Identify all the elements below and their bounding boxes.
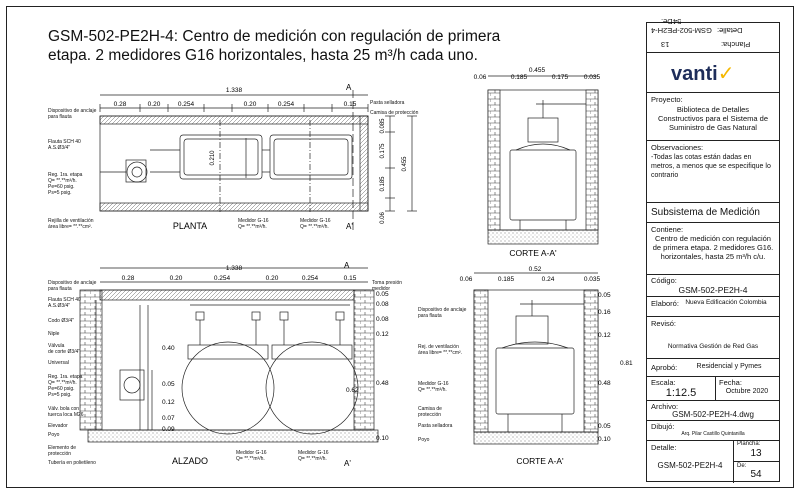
- dim-corte-bottom-v3: 0.12: [598, 332, 611, 339]
- alzado-label-codo: Codo Ø3/4": [48, 318, 74, 324]
- dim-alzado-total: 1.338: [225, 265, 243, 272]
- dim-planta-seg-1: 0.28: [113, 101, 127, 108]
- planta-label-medidor2-1: Medidor G-16: [300, 218, 331, 224]
- escala-label: Escala:: [651, 378, 676, 387]
- corte-bottom-label-rejilla-2: área libre= **.**cm².: [418, 350, 463, 356]
- contiene-value: Centro de medición con regulación de primera etapa. 2 medidores G16. horizontales, hasta 25 m³/h c/u.: [652, 234, 774, 261]
- top-rotated-block: [647, 17, 779, 53]
- dim-planta-seg-4: 0.20: [243, 101, 257, 108]
- alzado-label-tuberia: Tubería en polietileno: [48, 460, 96, 466]
- alzado-label-niple: Niple: [48, 331, 60, 337]
- dim-corte-bottom-seg-2: 0.185: [497, 276, 515, 283]
- dim-alzado-right-2: 0.08: [376, 301, 389, 308]
- dim-alzado-seg-5: 0.254: [301, 275, 319, 282]
- corte-bottom-title: CORTE A-A': [516, 456, 564, 466]
- corte-bottom-view: [474, 273, 598, 444]
- dibujo-label: Dibujó:: [651, 422, 675, 431]
- dim-corte-bottom-v5: 0.48: [598, 380, 611, 387]
- planta-label-reg-4: Ps=5 psig.: [48, 190, 72, 196]
- alzado-label-medidor1-1: Medidor G-16: [236, 450, 267, 456]
- de-label: De:: [737, 463, 747, 469]
- alzado-label-valvula-1: Válvula: [48, 343, 65, 349]
- top-detalle-value: GSM-502-PE2H-4: [651, 26, 712, 35]
- brand-cell: [647, 53, 779, 93]
- corte-bottom-label-camisa-2: protección: [418, 412, 442, 418]
- archivo-label: Archivo:: [651, 402, 679, 411]
- planta-title: PLANTA: [172, 221, 208, 231]
- dim-corte-top-segments: [474, 74, 601, 81]
- dim-corte-bottom-vertical: [598, 292, 633, 443]
- dim-alzado-left: [162, 345, 175, 433]
- dim-planta-seg-2: 0.20: [147, 101, 161, 108]
- alzado-label-flauta-2: A.S.Ø3/4": [48, 303, 71, 309]
- aprobo-label: Aprobó:: [651, 363, 678, 372]
- planta-label-medidor1-2: Q= **.**m³/h.: [238, 224, 267, 230]
- dim-corte-bottom-v4: 0.81: [620, 360, 633, 367]
- alzado-label-valv-bola-2: tuerca loca M26: [48, 412, 84, 418]
- dim-corte-bottom-v6: 0.05: [598, 423, 611, 430]
- reviso-label: Revisó:: [651, 319, 677, 328]
- alzado-title: ALZADO: [171, 456, 209, 466]
- dim-planta-v2: 0.175: [380, 143, 386, 159]
- aprobo-cell: [647, 359, 779, 377]
- top-plancha-value: 13: [661, 40, 670, 49]
- alzado-label-flauta-1: Flauta SCH 40: [48, 297, 81, 303]
- section-mark-a2-bottom: A': [344, 459, 351, 468]
- archivo-cell: [647, 401, 779, 421]
- dim-corte-bottom-total: 0.52: [528, 266, 542, 273]
- dim-alzado-left-5: 0.09: [162, 426, 175, 433]
- planta-label-camisa: Camisa de protección: [370, 110, 419, 116]
- planta-label-reg-3: Pe=60 psig.: [48, 184, 75, 190]
- alzado-label-reg-1: Reg. 1ra. etapa: [48, 374, 83, 380]
- dibujo-value: Arq. Pilar Castillo Quintanilla: [681, 431, 745, 437]
- subsistema-cell: [647, 203, 779, 223]
- top-de-label: De:: [661, 17, 673, 26]
- elaboro-cell: [647, 297, 779, 317]
- vanti-logo: vanti✓: [671, 63, 735, 85]
- alzado-label-valv-bola-1: Válv. bola con: [48, 406, 80, 412]
- subsistema-value: Subsistema de Medición: [651, 207, 760, 218]
- dim-planta-v4: 0.185: [380, 176, 386, 192]
- dim-corte-bottom-v2: 0.16: [598, 309, 611, 316]
- proyecto-value: Biblioteca de Detalles Constructivos para el Sistema de Suministro de Gas Natural: [657, 105, 769, 132]
- planta-label-medidor1-1: Medidor G-16: [238, 218, 269, 224]
- top-detalle-label: Detalle:: [717, 26, 743, 35]
- dim-corte-bottom-seg-1: 0.06: [459, 276, 473, 283]
- codigo-label: Código:: [651, 276, 677, 285]
- elaboro-label: Elaboró:: [651, 299, 679, 308]
- dim-alzado-right-1: 0.05: [376, 291, 389, 298]
- dim-alzado-seg-4: 0.20: [265, 275, 279, 282]
- proyecto-cell: [647, 93, 779, 141]
- dim-corte-bottom-seg-4: 0.035: [583, 276, 601, 283]
- alzado-label-poyo: Poyo: [48, 432, 60, 438]
- section-mark-a2-top: A': [346, 222, 353, 231]
- dim-alzado-seg-3: 0.254: [213, 275, 231, 282]
- dim-planta-inner: 0.210: [210, 150, 216, 166]
- contiene-label: Contiene:: [651, 225, 684, 234]
- alzado-label-reg-3: Pe=60 psig.: [48, 386, 75, 392]
- dim-planta-seg-5: 0.254: [277, 101, 295, 108]
- contiene-cell: [647, 223, 779, 275]
- title-block: [646, 17, 780, 482]
- escala-fecha-cell: [647, 377, 779, 401]
- corte-bottom-label-rejilla-1: Rej. de ventilación: [418, 344, 459, 350]
- corte-bottom-label-dispositivo-2: para flauta: [418, 313, 442, 319]
- escala-value: 1:12.5: [665, 387, 697, 399]
- corte-top-title: CORTE A-A': [509, 248, 557, 258]
- plancha-label: Plancha:: [737, 441, 761, 447]
- dim-planta-total: 1.338: [225, 87, 243, 94]
- dim-planta-seg-6: 0.15: [343, 101, 357, 108]
- aprobo-value: Residencial y Pymes: [696, 363, 762, 370]
- alzado-view: [80, 268, 378, 442]
- fecha-value: Octubre 2020: [725, 388, 769, 395]
- planta-label-reg-2: Q= **.**m³/h.: [48, 178, 77, 184]
- dim-corte-bottom-v1: 0.05: [598, 292, 611, 299]
- archivo-value: GSM-502-PE2H-4.dwg: [672, 410, 754, 419]
- planta-label-reg-1: Reg. 1ra. etapa: [48, 172, 83, 178]
- alzado-label-valvula-2: de corte Ø3/4": [48, 349, 81, 355]
- vanti-check-icon: ✓: [717, 63, 735, 85]
- planta-label-dispositivo-1: Dispositivo de anclaje: [48, 108, 97, 114]
- corte-bottom-label-poyo: Poyo: [418, 437, 430, 443]
- alzado-label-reg-2: Q= **.**m³/h.: [48, 380, 77, 386]
- alzado-label-medidor1-2: Q= **.**m³/h.: [236, 456, 265, 462]
- dim-planta-segments: [114, 101, 357, 108]
- dim-alzado-left-1: 0.40: [162, 345, 175, 352]
- detalle-cell: [647, 441, 779, 483]
- obs-value: -Todas las cotas están dadas en metros, a menos que se especifique lo contrario: [651, 154, 771, 179]
- top-plancha-label: Plancha:: [721, 40, 751, 49]
- codigo-cell: [647, 275, 779, 297]
- dim-alzado-seg-2: 0.20: [169, 275, 183, 282]
- alzado-label-reg-4: Ps=5 psig.: [48, 392, 72, 398]
- dim-alzado-seg-6: 0.15: [343, 275, 357, 282]
- dim-planta-v1: 0.085: [380, 118, 386, 134]
- title-line-2: etapa. 2 medidores G16 horizontales, hasta 25 m³/h cada uno.: [48, 47, 478, 64]
- dim-planta-v3: 0.455: [402, 156, 408, 172]
- title-line-1: GSM-502-PE2H-4: Centro de medición con regulación de primera: [48, 28, 501, 45]
- alzado-label-universal: Universal: [48, 360, 69, 366]
- de-value: 54: [750, 469, 762, 480]
- planta-label-rejilla-1: Rejilla de ventilación: [48, 218, 94, 224]
- dim-corte-bottom-seg-3: 0.24: [541, 276, 555, 283]
- alzado-label-toma-1: Toma presión: [372, 280, 403, 286]
- dim-alzado-right-6: 0.62: [346, 387, 359, 394]
- dim-corte-top-seg-2: 0.185: [510, 74, 528, 81]
- dim-alzado-left-3: 0.12: [162, 399, 175, 406]
- obs-label: Observaciones:: [651, 143, 704, 152]
- dim-alzado-right-4: 0.12: [376, 331, 389, 338]
- detalle-label: Detalle:: [651, 443, 677, 452]
- dim-corte-top-seg-1: 0.06: [473, 74, 487, 81]
- alzado-label-dispositivo-1: Dispositivo de anclaje: [48, 280, 97, 286]
- dim-planta-seg-3: 0.254: [177, 101, 195, 108]
- planta-label-medidor2-2: Q= **.**m³/h.: [300, 224, 329, 230]
- dim-corte-top-seg-4: 0.035: [583, 74, 601, 81]
- corte-top-view: [488, 76, 598, 244]
- dim-corte-bottom-segments: [460, 276, 601, 283]
- alzado-label-medidor2-1: Medidor G-16: [298, 450, 329, 456]
- dim-alzado-right-3: 0.08: [376, 316, 389, 323]
- corte-bottom-label-pasta: Pasta selladora: [418, 423, 453, 429]
- reviso-cell: [647, 317, 779, 359]
- proyecto-label: Proyecto:: [651, 95, 683, 104]
- dim-alzado-left-4: 0.07: [162, 415, 175, 422]
- planta-label-rejilla-2: área libre= **.**cm².: [48, 224, 93, 230]
- dim-planta-v5: 0.06: [380, 212, 386, 224]
- planta-label-flauta-2: A.S.Ø3/4": [48, 145, 71, 151]
- elaboro-value: Nueva Edificación Colombia: [685, 299, 767, 306]
- alzado-label-elemento-2: protección: [48, 451, 72, 457]
- alzado-label-elemento-1: Elemento de: [48, 445, 77, 451]
- section-mark-a-top: A: [346, 83, 352, 92]
- dibujo-cell: [647, 421, 779, 441]
- dim-alzado-left-2: 0.05: [162, 381, 175, 388]
- dim-corte-top-seg-3: 0.175: [551, 74, 569, 81]
- corte-bottom-label-medidor-1: Medidor G-16: [418, 381, 449, 387]
- alzado-label-dispositivo-2: para flauta: [48, 286, 72, 292]
- observaciones-cell: [647, 141, 779, 203]
- detalle-value: GSM-502-PE2H-4: [657, 461, 723, 470]
- plancha-value: 13: [750, 448, 762, 459]
- alzado-label-medidor2-2: Q= **.**m³/h.: [298, 456, 327, 462]
- dim-corte-top-total: 0.455: [528, 67, 546, 74]
- alzado-label-elevador: Elevador: [48, 423, 68, 429]
- dim-corte-bottom-v7: 0.10: [598, 436, 611, 443]
- corte-bottom-label-dispositivo-1: Dispositivo de anclaje: [418, 307, 467, 313]
- planta-label-flauta-1: Flauta SCH 40: [48, 139, 81, 145]
- dim-alzado-seg-1: 0.28: [121, 275, 135, 282]
- corte-bottom-labels: [418, 307, 467, 443]
- top-de-value: 54: [673, 17, 682, 26]
- section-mark-a-bottom: A: [344, 261, 350, 270]
- dim-alzado-right-5: 0.48: [376, 380, 389, 387]
- planta-label-pasta: Pasta selladora: [370, 100, 405, 106]
- alzado-label-toma-2: medidor: [372, 286, 391, 292]
- dim-alzado-segments: [122, 275, 357, 282]
- corte-bottom-label-camisa-1: Camisa de: [418, 406, 442, 412]
- corte-bottom-label-medidor-2: Q= **.**m³/h.: [418, 387, 447, 393]
- planta-label-dispositivo-2: para flauta: [48, 114, 72, 120]
- dim-alzado-right-7: 0.10: [376, 435, 389, 442]
- fecha-label: Fecha:: [719, 378, 742, 387]
- codigo-value: GSM-502-PE2H-4: [678, 285, 748, 295]
- reviso-value: Normativa Gestión de Red Gas: [667, 343, 759, 350]
